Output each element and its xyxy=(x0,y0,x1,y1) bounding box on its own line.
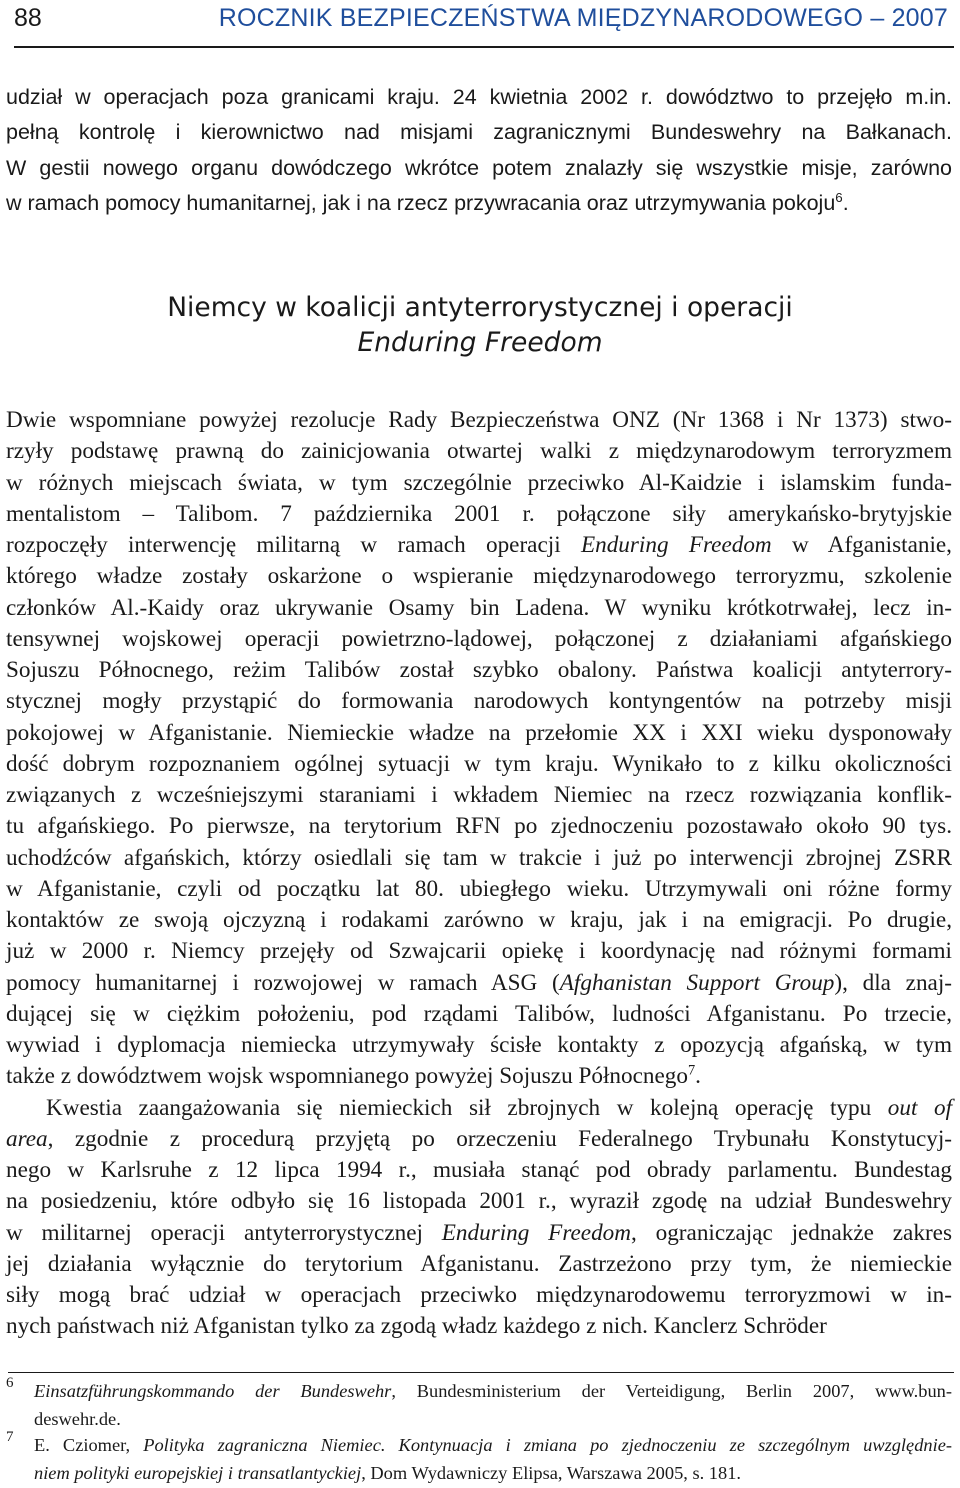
body-line: Kwestia zaangażowania się niemieckich sił zbrojnych w kolejną operację typu out of xyxy=(46,1094,953,1121)
footnote-line: deswehr.de. xyxy=(34,1409,121,1429)
footnote-ref: 7 xyxy=(687,1062,696,1079)
body-line: nego w Karlsruhe z 12 lipca 1994 r., musiała stanąć pod obrady parlamentu. Bundestag xyxy=(6,1157,952,1183)
body-line: nych państwach niż Afganistan tylko za zgodą władz każdego z nich. Kanclerz Schröder xyxy=(6,1313,827,1340)
body-line: tu afgańskiego. Po pierwsze, na terytorium RFN po zjednoczeniu pozostawało około 90 tys. xyxy=(6,813,952,840)
body-line: już w 2000 r. Niemcy przejęły od Szwajcarii opiekę i koordynację nad różnymi formami xyxy=(6,938,952,965)
page-number: 88 xyxy=(14,4,42,32)
body-line: pomocy humanitarnej i rozwojowej w ramach ASG (Afghanistan Support Group), dla znaj- xyxy=(6,969,953,996)
body-line: siły mogą brać udział w operacjach przeciwko międzynarodowemu terroryzmowi w in- xyxy=(6,1282,952,1308)
intro-line-end: . xyxy=(842,191,849,215)
footnote-ref: 6 xyxy=(835,189,843,205)
body-line: członków Al.-Kaidy oraz ukrywanie Osamy bin Ladena. W wyniku krótkotrwałej, lecz in- xyxy=(6,594,952,621)
footnote-line: E. Cziomer, Polityka zagraniczna Niemiec. Kontynuacja i zmiana po zjednoczeniu ze szczególnym uwzględnie- xyxy=(34,1435,952,1455)
body-line: pokojowej w Afganistanie. Niemieckie władze na przełomie XX i XXI wieku dysponowały xyxy=(6,719,952,746)
header-rule xyxy=(14,46,954,48)
intro-line-last xyxy=(6,191,952,216)
footnote-mark: 7 xyxy=(6,1429,14,1445)
body-line: którego władze zostały oskarżone o wspieranie międzynarodowego terroryzmu, szkolenie xyxy=(6,563,952,590)
intro-line: udział w operacjach poza granicami kraju. 24 kwietnia 2002 r. dowództwo to przejęło m.in. xyxy=(6,85,952,109)
section-heading: Niemcy w koalicji antyterrorystycznej i operacji xyxy=(167,292,793,323)
body-line: stycznej mogły przystąpić do formowania narodowych kontyngentów na potrzeby misji xyxy=(6,688,952,715)
body-line: uchodźców afgańskich, którzy osiedlali się tam w trakcie i już po interwencji zbrojnej ZSRR xyxy=(6,844,952,871)
body-line: dość dobrym rozpoznaniem ogólnej sytuacji w tym kraju. Wynikało to z kilku okoliczności xyxy=(6,750,952,777)
body-line: także z dowództwem wojsk wspomnianego powyżej Sojuszu Północnego$^7$. xyxy=(6,1062,701,1090)
body-line: mentalistom – Talibom. 7 października 2001 r. połączone siły amerykańsko-brytyjskie xyxy=(6,500,952,527)
body-line: Dwie wspomniane powyżej rezolucje Rady Bezpieczeństwa ONZ (Nr 1368 i Nr 1373) stwo- xyxy=(6,407,952,433)
footnote-line: Einsatzführungskommando der Bundeswehr, Bundesministerium der Verteidigung, Berlin 2007, www.bun- xyxy=(34,1381,952,1401)
body-line: w Afganistanie, czyli od początku lat 80. ubiegłego wieku. Utrzymywali oni różne formy xyxy=(6,875,952,902)
footnote-line: niem polityki europejskiej i transatlantyckiej, Dom Wydawniczy Elipsa, Warszawa 2005, s. 181. xyxy=(34,1463,741,1483)
body-line: wywiad i dyplomacja niemiecka utrzymywały ścisłe kontakty z opozycją afgańską, w tym xyxy=(6,1032,952,1058)
body-line: rozpoczęły interwencję militarną w ramach operacji Enduring Freedom w Afganistanie, xyxy=(6,532,952,558)
intro-line: pełną kontrolę i kierownictwo nad misjami zagranicznymi Bundeswehry na Bałkanach. xyxy=(6,120,952,144)
body-line: na posiedzeniu, które odbyło się 16 listopada 2001 r., wyraził zgodę na udział Bundeswehry xyxy=(6,1188,952,1215)
body-line: dującej się w ciężkim położeniu, pod rządami Talibów, ludności Afganistanu. Po trzecie, xyxy=(6,1000,952,1027)
footnote-mark: 6 xyxy=(6,1375,14,1391)
intro-line-text: w ramach pomocy humanitarnej, jak i na rzecz przywracania oraz utrzymywania pokoju xyxy=(6,191,836,215)
footnote-rule xyxy=(8,1372,954,1373)
body-line: związanych z wcześniejszymi staraniami i wkładem Niemiec na rzecz rozwiązania konflik- xyxy=(6,782,952,808)
section-heading-italic: Enduring Freedom xyxy=(357,327,603,358)
body-line: w różnych miejscach świata, w tym szczególnie przeciwko Al-Kaidzie i islamskim funda- xyxy=(6,469,952,496)
running-header xyxy=(14,2,954,42)
body-line: rzyły podstawę prawną do zainicjowania otwartej walki z międzynarodowym terroryzmem xyxy=(6,438,952,465)
body-line: jej działania wyłącznie do terytorium Afganistanu. Zastrzeżono przy tym, że niemieckie xyxy=(6,1250,952,1277)
body-line: w militarnej operacji antyterrorystycznej Enduring Freedom, ograniczając jednakże zakres xyxy=(6,1219,952,1246)
body-line: Sojuszu Północnego, reżim Talibów został szybko obalony. Państwa koalicji antyterrory- xyxy=(6,657,952,683)
intro-line: W gestii nowego organu dowódczego wkrótce potem znalazły się wszystkie misje, zarówno xyxy=(6,156,952,180)
body-line: tensywnej wojskowej operacji powietrzno-lądowej, połączonej z działaniami afgańskiego xyxy=(6,625,952,652)
running-title: ROCZNIK BEZPIECZEŃSTWA MIĘDZYNARODOWEGO – 2007 xyxy=(218,4,948,32)
body-line: area, zgodnie z procedurą przyjętą po orzeczeniu Federalnego Trybunału Konstytucyj- xyxy=(6,1125,952,1152)
body-line: kontaktów ze swoją ojczyzną i rodakami zarówno w kraju, jak i na emigracji. Po drugie, xyxy=(6,907,952,933)
